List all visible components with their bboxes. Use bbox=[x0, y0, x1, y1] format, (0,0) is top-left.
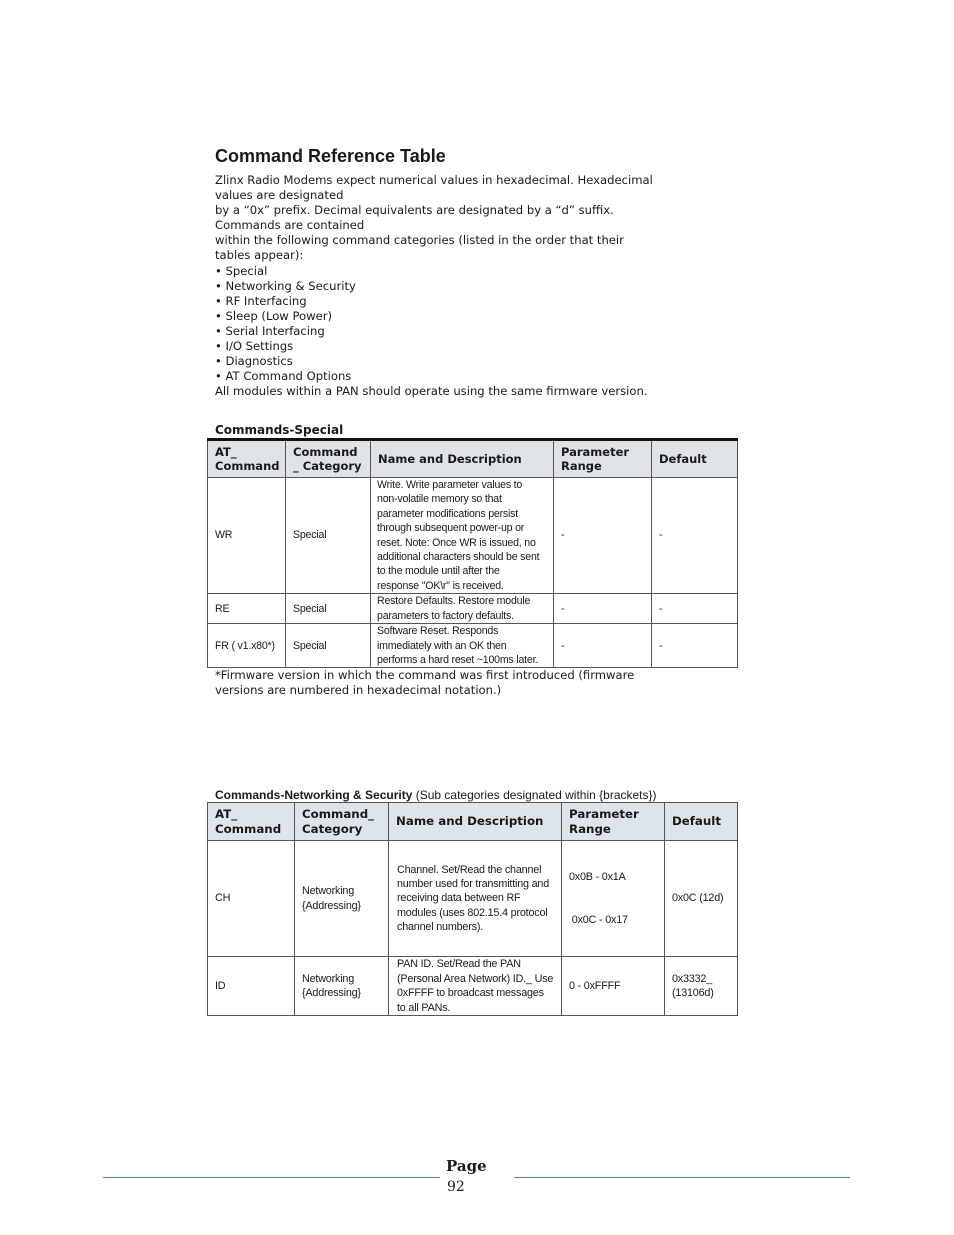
category-list-item: • AT Command Options bbox=[215, 369, 352, 384]
table-row bbox=[208, 624, 738, 668]
footer-rule-left bbox=[103, 1177, 440, 1178]
header-parameter-range: Parameter Range bbox=[554, 440, 652, 478]
intro-line: within the following command categories (listed in the order that their bbox=[215, 233, 624, 248]
cell-command: RE bbox=[208, 594, 286, 624]
footer-rule-right bbox=[514, 1177, 850, 1178]
firmware-footnote bbox=[215, 668, 634, 698]
category-list-item: • Special bbox=[215, 263, 268, 278]
intro-paragraph bbox=[215, 173, 653, 399]
header-default: Default bbox=[665, 803, 738, 841]
cell-default: 0x0C (12d) bbox=[665, 841, 738, 957]
cell-default: - bbox=[652, 478, 738, 594]
page-number: 92 bbox=[447, 1179, 465, 1195]
cell-category: Special bbox=[286, 594, 371, 624]
header-category: Command _ Category bbox=[286, 440, 371, 478]
cell-category: Networking {Addressing} bbox=[295, 957, 389, 1016]
header-at-command: AT_ Command bbox=[208, 440, 286, 478]
cell-default: - bbox=[652, 624, 738, 668]
networking-table-title: Commands-Networking & Security (Sub categories designated within {brackets}) bbox=[215, 788, 657, 802]
table-header-row bbox=[208, 440, 738, 478]
footnote-line: *Firmware version in which the command was first introduced (firmware bbox=[215, 668, 635, 682]
cell-range: 0x0B - 0x1A 0x0C - 0x17 bbox=[562, 841, 665, 957]
category-list-item: • RF Interfacing bbox=[215, 293, 307, 308]
page-title: Command Reference Table bbox=[215, 146, 446, 166]
cell-default: - bbox=[652, 594, 738, 624]
category-list-item: • Sleep (Low Power) bbox=[215, 308, 333, 323]
cell-description: Write. Write parameter values to non-volatile memory so that parameter modifications persist through subsequent power-up or reset. Note: Once WR is issued, no additional characters should be sent to the module until after the response "OK\r" is received. bbox=[371, 478, 554, 594]
cell-description: Channel. Set/Read the channel number used for transmitting and receiving data between RF modules (uses 802.15.4 protocol channel numbers). bbox=[389, 841, 562, 957]
table-row bbox=[208, 841, 738, 957]
cell-range: 0 - 0xFFFF bbox=[562, 957, 665, 1016]
cell-range: - bbox=[554, 624, 652, 668]
cell-default: 0x3332_ (13106d) bbox=[665, 957, 738, 1016]
special-commands-table bbox=[207, 438, 738, 668]
category-list-item: • I/O Settings bbox=[215, 339, 294, 354]
cell-category: Special bbox=[286, 624, 371, 668]
cell-command: WR bbox=[208, 478, 286, 594]
header-default: Default bbox=[652, 440, 738, 478]
cell-description: Software Reset. Responds immediately with an OK then performs a hard reset ~100ms later. bbox=[371, 624, 554, 668]
cell-command: ID bbox=[208, 957, 295, 1016]
cell-range: - bbox=[554, 594, 652, 624]
table-row bbox=[208, 594, 738, 624]
header-category: Command_ Category bbox=[295, 803, 389, 841]
cell-category: Special bbox=[286, 478, 371, 594]
intro-line: Zlinx Radio Modems expect numerical values in hexadecimal. Hexadecimal bbox=[215, 173, 653, 187]
intro-line: tables appear): bbox=[215, 248, 304, 263]
footnote-line: versions are numbered in hexadecimal notation.) bbox=[215, 683, 502, 698]
cell-description: Restore Defaults. Restore module parameters to factory defaults. bbox=[371, 594, 554, 624]
cell-category: Networking {Addressing} bbox=[295, 841, 389, 957]
special-table-title: Commands-Special bbox=[215, 423, 344, 437]
networking-commands-table bbox=[207, 802, 738, 1016]
header-name-description: Name and Description bbox=[389, 803, 562, 841]
header-name-description: Name and Description bbox=[371, 440, 554, 478]
cell-command: CH bbox=[208, 841, 295, 957]
intro-line: All modules within a PAN should operate using the same firmware version. bbox=[215, 384, 648, 399]
category-list-item: • Networking & Security bbox=[215, 278, 356, 293]
category-list-item: • Diagnostics bbox=[215, 354, 293, 369]
category-list-item: • Serial Interfacing bbox=[215, 323, 325, 338]
table-header-row bbox=[208, 803, 738, 841]
header-parameter-range: Parameter Range bbox=[562, 803, 665, 841]
cell-command: FR ( v1.x80*) bbox=[208, 624, 286, 668]
table-row bbox=[208, 957, 738, 1016]
page-label: Page bbox=[446, 1157, 487, 1175]
intro-line: by a “0x” prefix. Decimal equivalents are designated by a “d” suffix. bbox=[215, 203, 614, 218]
table-row bbox=[208, 478, 738, 594]
cell-description: PAN ID. Set/Read the PAN (Personal Area Network) ID._ Use 0xFFFF to broadcast messages to all PANs. bbox=[389, 957, 562, 1016]
cell-range: - bbox=[554, 478, 652, 594]
header-at-command: AT_ Command bbox=[208, 803, 295, 841]
intro-line: Commands are contained bbox=[215, 218, 365, 233]
intro-line: values are designated bbox=[215, 188, 344, 203]
